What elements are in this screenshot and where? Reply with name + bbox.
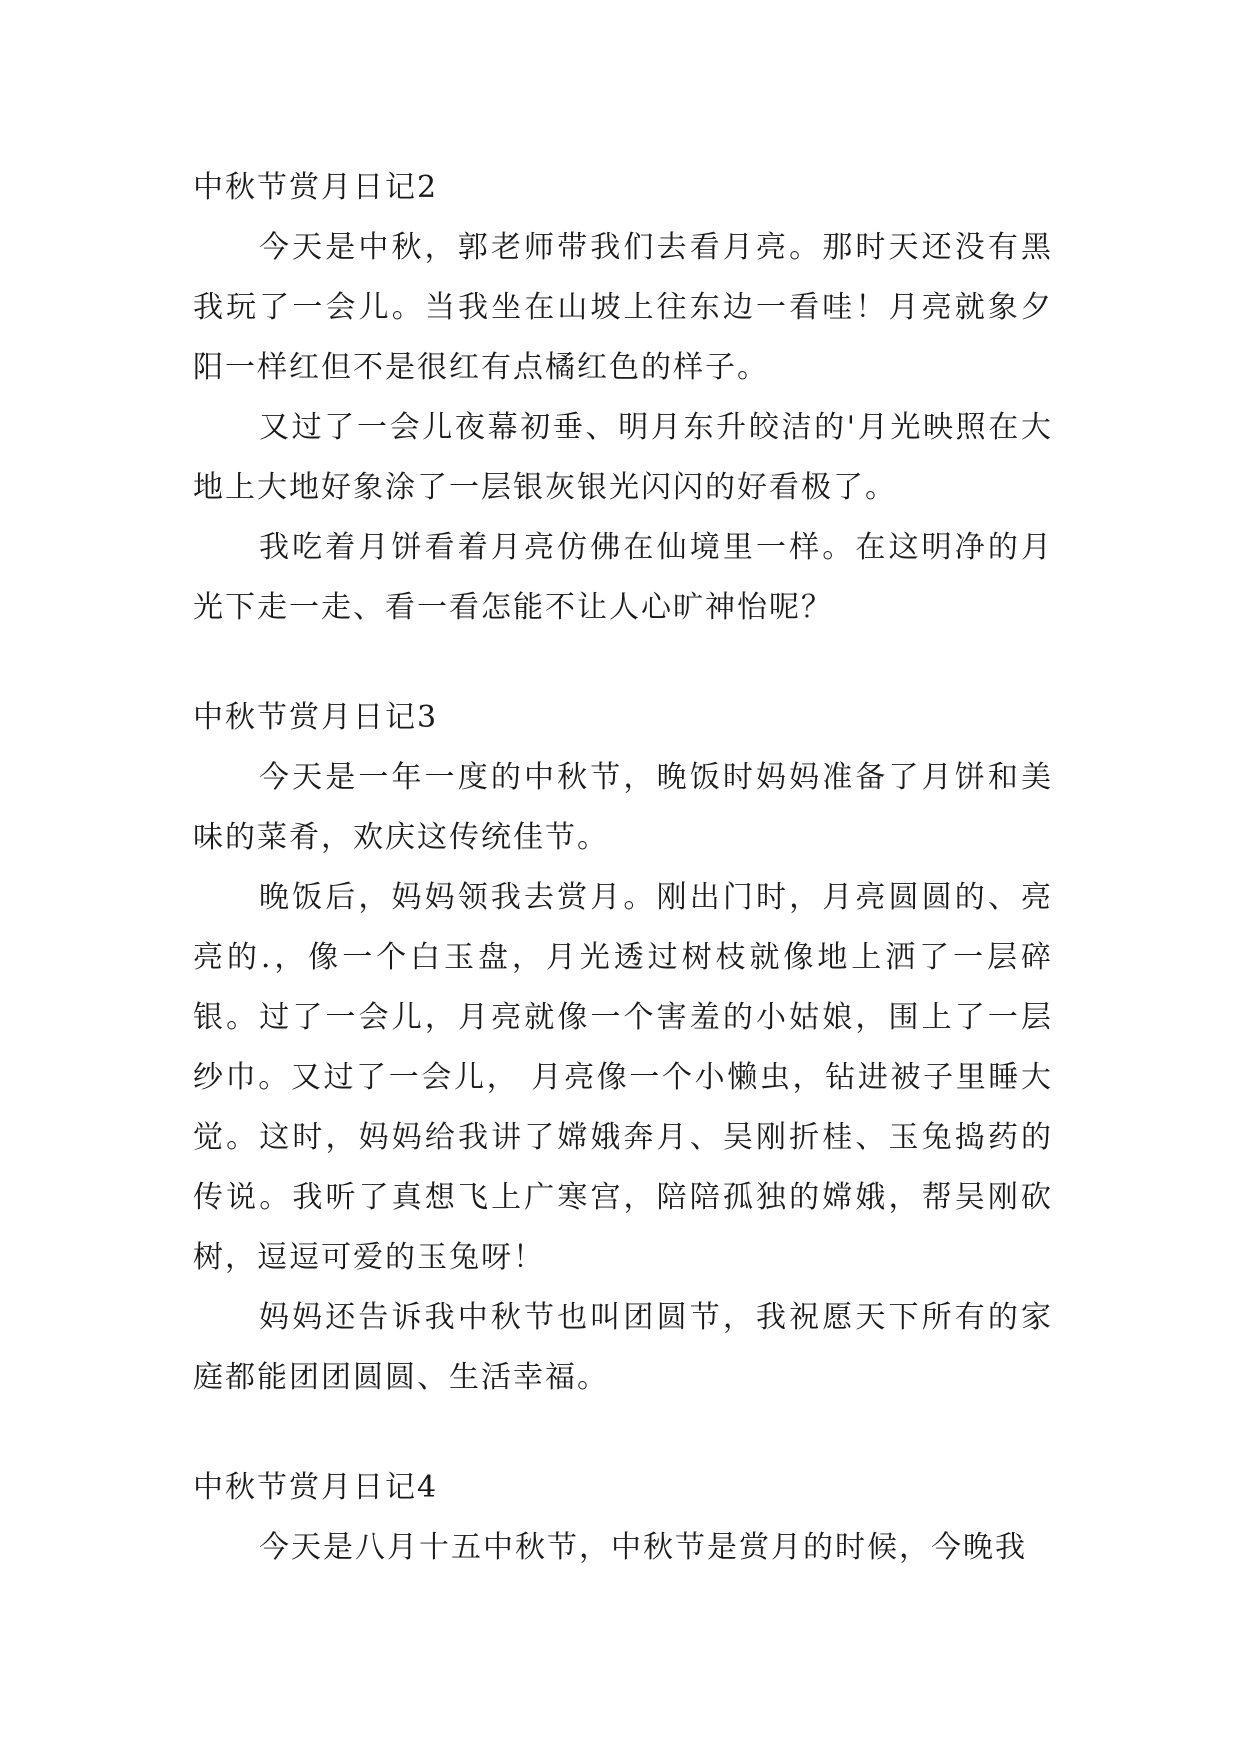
document-body	[193, 158, 1053, 1578]
diary-entry-2	[193, 158, 1053, 638]
paragraph: 今天是中秋，郭老师带我们去看月亮。那时天还没有黑我玩了一会儿。当我坐在山坡上往东边一看哇！月亮就象夕阳一样红但不是很红有点橘红色的样子。	[193, 230, 1053, 385]
paragraph: 今天是一年一度的中秋节，晚饭时妈妈准备了月饼和美味的菜肴，欢庆这传统佳节。	[193, 760, 1053, 855]
section-title: 中秋节赏月日记3	[193, 700, 439, 735]
paragraph: 妈妈还告诉我中秋节也叫团圆节，我祝愿天下所有的家庭都能团团圆圆、生活幸福。	[193, 1300, 1053, 1395]
diary-entry-4	[193, 1458, 1053, 1578]
diary-entry-3	[193, 688, 1053, 1408]
paragraph: 今天是八月十五中秋节，中秋节是赏月的时候，今晚我	[259, 1530, 1027, 1565]
paragraph: 我吃着月饼看着月亮仿佛在仙境里一样。在这明净的月光下走一走、看一看怎能不让人心旷神怡呢？	[193, 530, 1053, 625]
paragraph: 又过了一会儿夜幕初垂、明月东升皎洁的'月光映照在大地上大地好象涂了一层银灰银光闪闪的好看极了。	[193, 410, 1053, 505]
section-title: 中秋节赏月日记2	[193, 170, 439, 205]
paragraph: 晚饭后，妈妈领我去赏月。刚出门时，月亮圆圆的、亮亮的.，像一个白玉盘，月光透过树枝就像地上洒了一层碎银。过了一会儿，月亮就像一个害羞的小姑娘，围上了一层纱巾。又过了一会儿， 月亮像一个小懒虫，钻进被子里睡大觉。这时，妈妈给我讲了嫦娥奔月、吴刚折桂、玉兔捣药的传说。我听了真想飞上广寒宫，陪陪孤独的嫦娥，帮吴刚砍树，逗逗可爱的玉兔呀！	[193, 880, 1053, 1275]
section-title: 中秋节赏月日记4	[193, 1470, 439, 1505]
